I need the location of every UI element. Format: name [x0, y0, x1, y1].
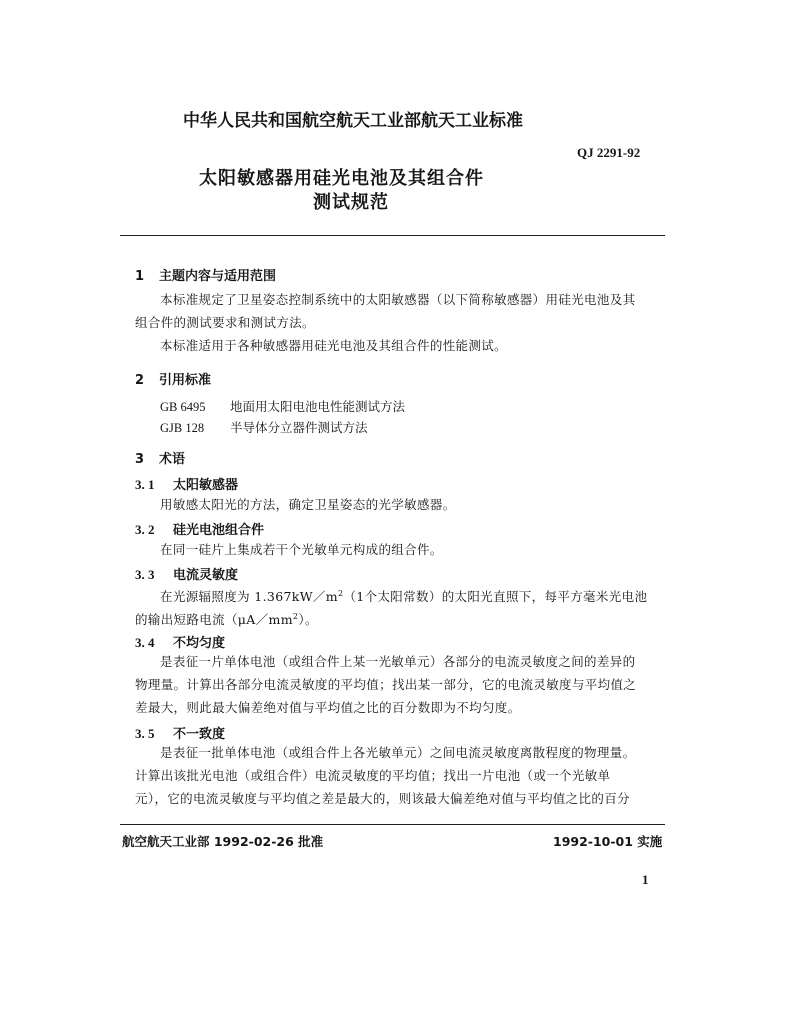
superscript: 2: [292, 612, 299, 621]
term-number: 3. 1: [135, 477, 155, 492]
reference-name: 地面用太阳电池电性能测试方法: [230, 399, 406, 414]
section-3-heading: [135, 448, 185, 467]
term-3-4-line1: 是表征一片单体电池（或组合件上某一光敏单元）各部分的电流灵敏度之间的差异的: [160, 654, 636, 669]
term-number: 3. 3: [135, 567, 155, 582]
reference-item: [160, 397, 405, 415]
superscript: 2: [337, 589, 344, 598]
term-3-1-text: 用敏感太阳光的方法，确定卫星姿态的光学敏感器。: [160, 497, 456, 512]
term-title: 太阳敏感器: [173, 478, 239, 493]
term-title: 不均匀度: [173, 636, 226, 651]
term-3-4-line2: 物理量。计算出各部分电流灵敏度的平均值；找出某一部分，它的电流灵敏度与平均值之: [135, 677, 637, 692]
section-number: 1: [135, 269, 145, 284]
term-3-3-line2: [135, 606, 318, 632]
title-line-1: 太阳敏感器用硅光电池及其组合件: [199, 168, 484, 189]
term-number: 3. 2: [135, 522, 155, 537]
term-3-2-text: 在同一硅片上集成若干个光敏单元构成的组合件。: [160, 542, 443, 557]
term-title: 电流灵敏度: [173, 568, 239, 583]
section-title: 主题内容与适用范围: [159, 269, 277, 284]
reference-item: [160, 418, 368, 436]
term-number: 3. 5: [135, 726, 155, 741]
reference-code: GB 6495: [160, 400, 206, 414]
page-number: 1: [642, 872, 649, 887]
section-2-heading: [135, 369, 211, 388]
header-rule: [120, 235, 665, 236]
term-3-5-line3: 元），它的电流灵敏度与平均值之差是最大的，则该最大偏差绝对值与平均值之比的百分: [135, 791, 630, 806]
section-title: 术语: [159, 452, 186, 467]
section-title: 引用标准: [159, 373, 212, 388]
section-1-heading: [135, 265, 276, 284]
term-number: 3. 4: [135, 635, 155, 650]
section-number: 3: [135, 452, 145, 467]
term-3-2-heading: [135, 519, 264, 538]
term-3-3-line1: [160, 583, 647, 609]
term-3-1-heading: [135, 474, 238, 493]
term-title: 不一致度: [173, 727, 226, 742]
text-segment: 在光源辐照度为 1.367kW／m: [160, 589, 338, 605]
reference-name: 半导体分立器件测试方法: [230, 420, 368, 435]
approval-date: 航空航天工业部 1992-02-26 批准: [122, 834, 324, 849]
text-segment: （1个太阳常数）的太阳光直照下，每平方毫米光电池: [343, 589, 648, 605]
text-segment: ）。: [298, 612, 318, 628]
text-segment: 的输出短路电流（μA／mm: [135, 612, 293, 628]
reference-code: GJB 128: [160, 421, 205, 435]
term-3-4-line3: 差最大，则此最大偏差绝对值与平均值之比的百分数即为不均匀度。: [135, 700, 521, 715]
s1-para2: 本标准适用于各种敏感器用硅光电池及其组合件的性能测试。: [160, 338, 507, 353]
term-3-4-heading: [135, 632, 225, 651]
term-title: 硅光电池组合件: [173, 523, 265, 538]
footer-rule: [120, 824, 665, 825]
term-3-5-heading: [135, 723, 225, 742]
standard-number: QJ 2291-92: [577, 145, 641, 160]
term-3-5-line1: 是表征一批单体电池（或组合件上各光敏单元）之间电流灵敏度离散程度的物理量。: [160, 745, 636, 760]
title-line-2: 测试规范: [313, 192, 389, 213]
effective-date: 1992-10-01 实施: [553, 834, 663, 849]
s1-para1-line1: 本标准规定了卫星姿态控制系统中的太阳敏感器（以下简称敏感器）用硅光电池及其: [160, 292, 636, 307]
s1-para1-line2: 组合件的测试要求和测试方法。: [135, 315, 315, 330]
section-number: 2: [135, 373, 145, 388]
term-3-5-line2: 计算出该批光电池（或组合件）电流灵敏度的平均值；找出一片电池（或一个光敏单: [135, 768, 611, 783]
issuing-authority: 中华人民共和国航空航天工业部航天工业标准: [183, 111, 523, 131]
term-3-3-heading: [135, 564, 238, 583]
